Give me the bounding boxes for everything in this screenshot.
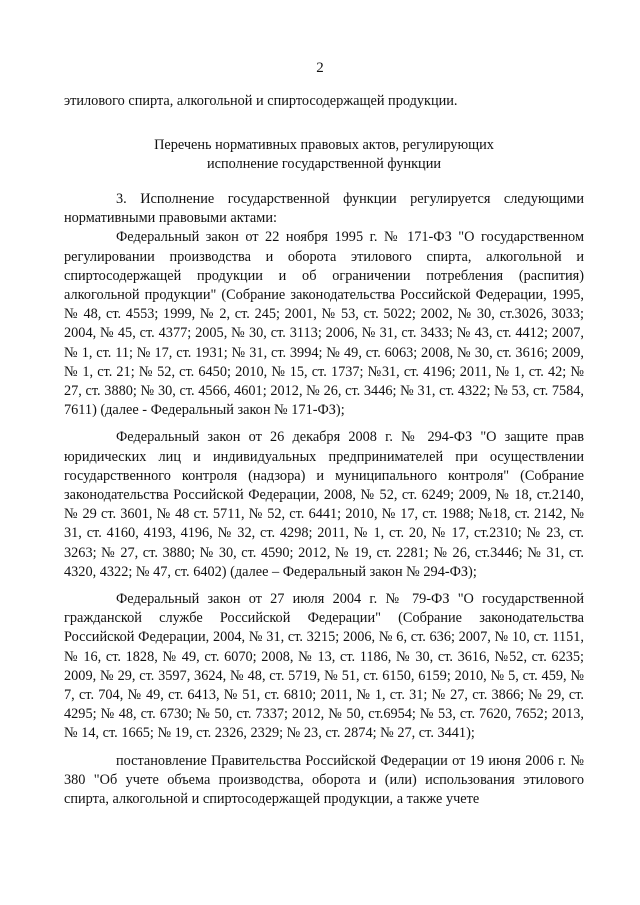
paragraph-law-79-fz: Федеральный закон от 27 июля 2004 г. № 79-ФЗ "О государственной гражданской службе Российской Федерации" (Собрание законодательства Российской Федерации, 2004, № 31, ст. 3215; 2006, № 6, ст. 636; 2007, № 10, ст. 1151, № 16, ст. 1828, № 49, ст. 6070; 2008, № 13, ст. 1186, № 30, ст. 3616, №52, ст. 6235; 2009, № 29, ст. 3597, 3624, № 48, ст. 5719, № 51, ст. 6150, 6159; 2010, № 5, ст. 459, № 7, ст. 704, № 49, ст. 6413, № 51, ст. 6810; 2011, № 1, ст. 31; № 27, ст. 3866; № 29, ст. 4295; № 48, ст. 6730; № 50, ст. 7337; 2012, № 50, ст.6954; № 53, ст. 7620, 7652; 2013, № 14, ст. 1665; № 19, ст. 2326, 2329; № 23, ст. 2874; № 27, ст. 3441);: [64, 591, 584, 742]
paragraph-law-171-fz: Федеральный закон от 22 ноября 1995 г. № 171-ФЗ "О государственном регулировании производства и оборота этилового спирта, алкогольной и спиртосодержащей продукции и об ограничении потребления (распития) алкогольной продукции" (Собрание законодательства Российской Федерации, 1995, № 48, ст. 4553; 1999, № 2, ст. 245; 2001, № 53, ст. 5022; 2002, № 30, ст.3026, 3033; 2004, № 45, ст. 4377; 2005, № 30, ст. 3113; 2006, № 31, ст. 3433; № 43, ст. 4412; 2007, № 1, ст. 11; № 17, ст. 1931; № 31, ст. 3994; № 49, ст. 6063; 2008, № 30, ст. 3616; 2009, № 1, ст. 21; № 52, ст. 6450; 2010, № 15, ст. 1737; №31, ст. 4196; 2011, № 1, ст. 42; № 27, ст. 3880; № 30, ст. 4566, 4601; 2012, № 26, ст. 3446; № 31, ст. 4322; № 53, ст. 7584, 7611) (далее - Федеральный закон № 171-ФЗ);: [64, 229, 584, 419]
section-heading: [64, 136, 584, 174]
section-heading-line-2: исполнение государственной функции: [206, 156, 442, 173]
paragraph-law-294-fz: Федеральный закон от 26 декабря 2008 г. № 294-ФЗ "О защите прав юридических лиц и индивидуальных предпринимателей при осуществлении государственного контроля (надзора) и муниципального контроля" (Собрание законодательства Российской Федерации, 2008, № 52, ст. 6249; 2009, № 18, ст.2140, № 29 ст. 3601, № 48 ст. 5711, № 52, ст. 6441; 2010, № 17, ст. 1988; №18, ст. 2142, № 31, ст. 4160, 4193, 4196, № 32, ст. 4298; 2011, № 1, ст. 20, № 17, ст.2310; № 23, ст. 3263; № 27, ст. 3880; № 30, ст. 4590; 2012, № 19, ст. 2281; № 26, ст.3446; № 31, ст. 4320, 4322; № 47, ст. 6402) (далее – Федеральный закон № 294-ФЗ);: [64, 429, 584, 580]
page-number: 2: [316, 60, 324, 76]
section-heading-line-1: Перечень нормативных правовых актов, регулирующих: [154, 137, 494, 153]
continuation-text: этилового спирта, алкогольной и спиртосодержащей продукции.: [64, 93, 458, 109]
paragraph-resolution-380: постановление Правительства Российской Федерации от 19 июня 2006 г. № 380 "Об учете объема производства, оборота и (или) использования этилового спирта, алкогольной и спиртосодержащей продукции, а также учете: [64, 752, 584, 808]
body-text: [64, 190, 584, 809]
paragraph-clause-3: 3. Исполнение государственной функции регулируется следующими нормативными правовыми актами:: [64, 191, 584, 227]
